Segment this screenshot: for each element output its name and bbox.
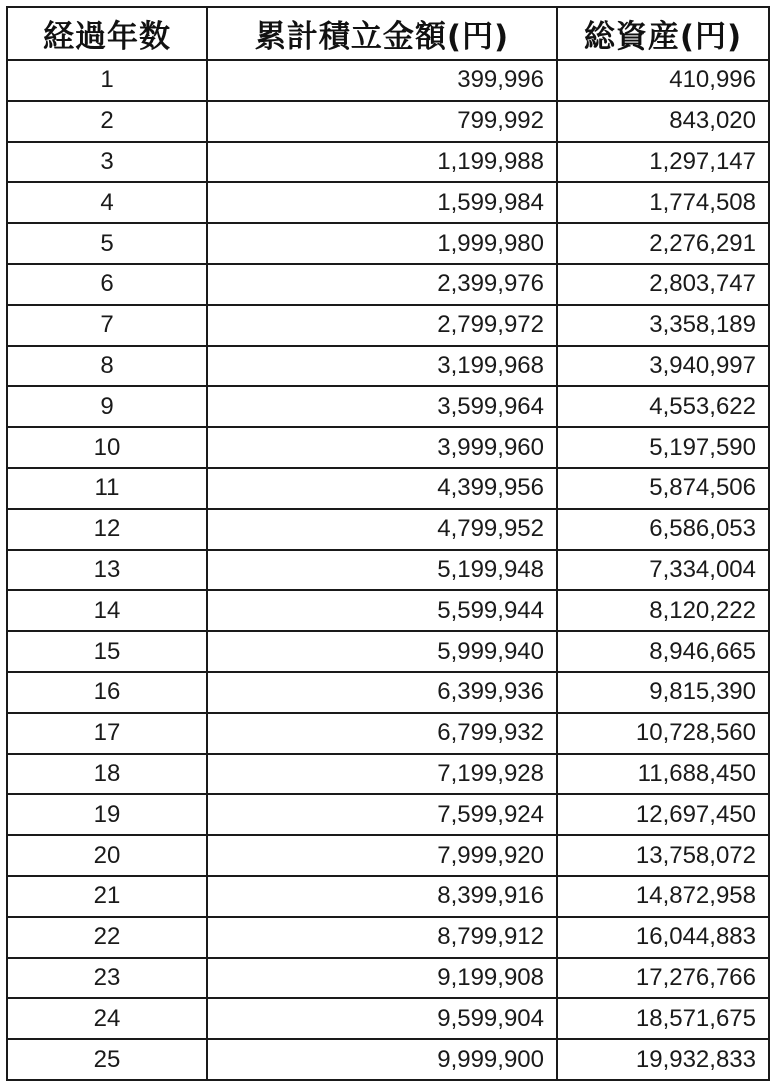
cell-accumulated-amount: 9,999,900 <box>207 1039 557 1080</box>
table-row <box>7 754 769 795</box>
table-row <box>7 672 769 713</box>
cell-elapsed-years: 24 <box>7 998 207 1039</box>
cell-accumulated-amount: 7,999,920 <box>207 835 557 876</box>
table-header <box>7 7 769 60</box>
cell-elapsed-years: 22 <box>7 917 207 958</box>
table-row <box>7 794 769 835</box>
table-row <box>7 958 769 999</box>
cell-accumulated-amount: 6,799,932 <box>207 713 557 754</box>
cell-accumulated-amount: 8,799,912 <box>207 917 557 958</box>
cell-total-assets: 10,728,560 <box>557 713 769 754</box>
table-body <box>7 60 769 1080</box>
table-row <box>7 142 769 183</box>
cell-total-assets: 19,932,833 <box>557 1039 769 1080</box>
cell-elapsed-years: 9 <box>7 386 207 427</box>
cell-total-assets: 1,297,147 <box>557 142 769 183</box>
investment-table-sheet <box>6 6 770 1081</box>
table-row <box>7 60 769 101</box>
cell-accumulated-amount: 3,599,964 <box>207 386 557 427</box>
cell-accumulated-amount: 5,999,940 <box>207 631 557 672</box>
cell-total-assets: 410,996 <box>557 60 769 101</box>
cell-total-assets: 11,688,450 <box>557 754 769 795</box>
cell-total-assets: 9,815,390 <box>557 672 769 713</box>
table-row <box>7 590 769 631</box>
table-row <box>7 1039 769 1080</box>
table-row <box>7 182 769 223</box>
cell-elapsed-years: 21 <box>7 876 207 917</box>
cell-elapsed-years: 10 <box>7 427 207 468</box>
cell-total-assets: 17,276,766 <box>557 958 769 999</box>
cell-total-assets: 4,553,622 <box>557 386 769 427</box>
table-row <box>7 631 769 672</box>
cell-total-assets: 6,586,053 <box>557 509 769 550</box>
header-accumulated-amount: 累計積立金額(円) <box>207 7 557 60</box>
table-row <box>7 998 769 1039</box>
cell-elapsed-years: 5 <box>7 223 207 264</box>
table-row <box>7 876 769 917</box>
table-row <box>7 346 769 387</box>
cell-elapsed-years: 17 <box>7 713 207 754</box>
cell-elapsed-years: 6 <box>7 264 207 305</box>
cell-elapsed-years: 7 <box>7 305 207 346</box>
cell-total-assets: 16,044,883 <box>557 917 769 958</box>
cell-accumulated-amount: 4,399,956 <box>207 468 557 509</box>
cell-elapsed-years: 4 <box>7 182 207 223</box>
cell-total-assets: 3,940,997 <box>557 346 769 387</box>
investment-table <box>6 6 770 1081</box>
table-row <box>7 101 769 142</box>
cell-total-assets: 3,358,189 <box>557 305 769 346</box>
cell-elapsed-years: 1 <box>7 60 207 101</box>
cell-elapsed-years: 25 <box>7 1039 207 1080</box>
cell-elapsed-years: 11 <box>7 468 207 509</box>
cell-accumulated-amount: 9,199,908 <box>207 958 557 999</box>
table-row <box>7 468 769 509</box>
header-elapsed-years: 経過年数 <box>7 7 207 60</box>
cell-accumulated-amount: 9,599,904 <box>207 998 557 1039</box>
table-row <box>7 550 769 591</box>
cell-accumulated-amount: 7,199,928 <box>207 754 557 795</box>
cell-accumulated-amount: 4,799,952 <box>207 509 557 550</box>
cell-elapsed-years: 23 <box>7 958 207 999</box>
cell-elapsed-years: 14 <box>7 590 207 631</box>
cell-accumulated-amount: 5,599,944 <box>207 590 557 631</box>
cell-total-assets: 13,758,072 <box>557 835 769 876</box>
cell-elapsed-years: 12 <box>7 509 207 550</box>
table-row <box>7 427 769 468</box>
cell-accumulated-amount: 3,199,968 <box>207 346 557 387</box>
cell-accumulated-amount: 2,799,972 <box>207 305 557 346</box>
cell-total-assets: 8,120,222 <box>557 590 769 631</box>
table-row <box>7 223 769 264</box>
cell-elapsed-years: 16 <box>7 672 207 713</box>
cell-accumulated-amount: 399,996 <box>207 60 557 101</box>
cell-total-assets: 843,020 <box>557 101 769 142</box>
cell-elapsed-years: 19 <box>7 794 207 835</box>
cell-accumulated-amount: 1,999,980 <box>207 223 557 264</box>
cell-accumulated-amount: 2,399,976 <box>207 264 557 305</box>
cell-accumulated-amount: 1,599,984 <box>207 182 557 223</box>
cell-total-assets: 1,774,508 <box>557 182 769 223</box>
cell-elapsed-years: 15 <box>7 631 207 672</box>
cell-accumulated-amount: 1,199,988 <box>207 142 557 183</box>
cell-total-assets: 5,874,506 <box>557 468 769 509</box>
cell-total-assets: 5,197,590 <box>557 427 769 468</box>
header-total-assets: 総資産(円) <box>557 7 769 60</box>
cell-total-assets: 14,872,958 <box>557 876 769 917</box>
cell-total-assets: 2,276,291 <box>557 223 769 264</box>
header-row <box>7 7 769 60</box>
table-row <box>7 713 769 754</box>
cell-total-assets: 2,803,747 <box>557 264 769 305</box>
cell-total-assets: 12,697,450 <box>557 794 769 835</box>
cell-accumulated-amount: 799,992 <box>207 101 557 142</box>
table-row <box>7 835 769 876</box>
cell-elapsed-years: 2 <box>7 101 207 142</box>
cell-elapsed-years: 13 <box>7 550 207 591</box>
table-row <box>7 917 769 958</box>
cell-elapsed-years: 8 <box>7 346 207 387</box>
cell-total-assets: 8,946,665 <box>557 631 769 672</box>
table-row <box>7 305 769 346</box>
cell-accumulated-amount: 3,999,960 <box>207 427 557 468</box>
cell-accumulated-amount: 5,199,948 <box>207 550 557 591</box>
cell-total-assets: 7,334,004 <box>557 550 769 591</box>
cell-accumulated-amount: 7,599,924 <box>207 794 557 835</box>
table-row <box>7 386 769 427</box>
table-row <box>7 264 769 305</box>
cell-elapsed-years: 18 <box>7 754 207 795</box>
cell-elapsed-years: 20 <box>7 835 207 876</box>
cell-elapsed-years: 3 <box>7 142 207 183</box>
cell-total-assets: 18,571,675 <box>557 998 769 1039</box>
cell-accumulated-amount: 6,399,936 <box>207 672 557 713</box>
cell-accumulated-amount: 8,399,916 <box>207 876 557 917</box>
table-row <box>7 509 769 550</box>
